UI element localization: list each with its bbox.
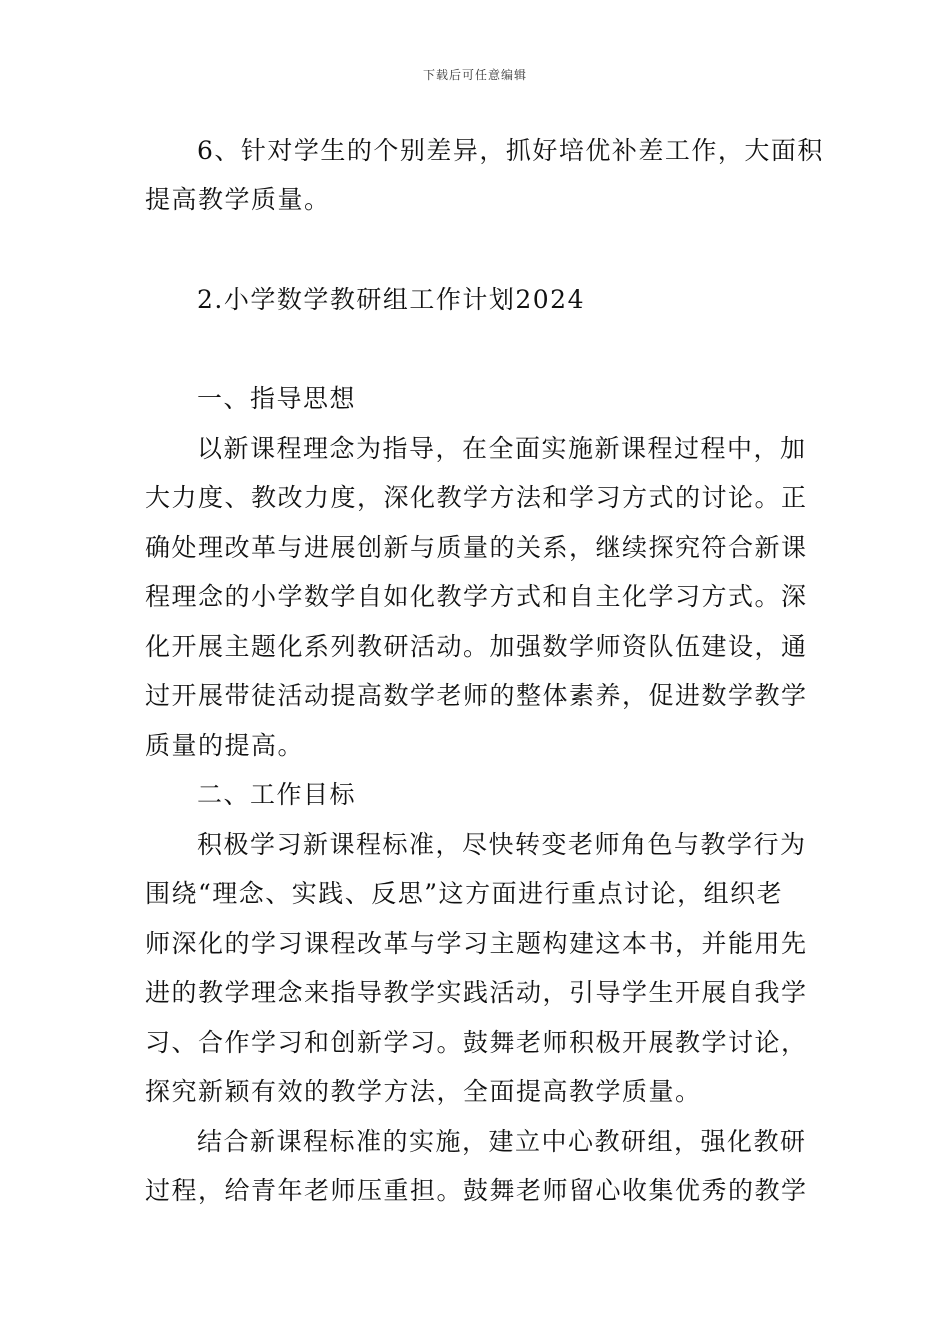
heading-work-goals: 二、工作目标 [197, 780, 357, 809]
section-title: 2.小学数学教研组工作计划2024 [197, 285, 585, 314]
paragraph-line: 围绕“理念、实践、反思”这方面进行重点讨论，组织老 [145, 879, 784, 908]
paragraph-line: 确处理改革与进展创新与质量的关系，继续探究符合新课 [145, 533, 808, 562]
paragraph-line: 过程，给青年老师压重担。鼓舞老师留心收集优秀的教学 [145, 1176, 808, 1205]
paragraph-line: 提高教学质量。 [145, 185, 331, 214]
heading-guiding-thought: 一、指导思想 [197, 384, 357, 413]
document-body [145, 0, 824, 1344]
paragraph-line: 质量的提高。 [145, 731, 305, 760]
paragraph-line: 师深化的学习课程改革与学习主题构建这本书，并能用先 [145, 929, 808, 958]
paragraph-line: 探究新颖有效的教学方法，全面提高教学质量。 [145, 1077, 702, 1106]
paragraph-line: 以新课程理念为指导，在全面实施新课程过程中，加 [197, 434, 807, 463]
paragraph-line: 大力度、教改力度，深化教学方法和学习方式的讨论。正 [145, 483, 808, 512]
paragraph-line: 结合新课程标准的实施，建立中心教研组，强化教研 [197, 1127, 807, 1156]
paragraph-line: 习、合作学习和创新学习。鼓舞老师积极开展教学讨论， [145, 1028, 808, 1057]
paragraph-line: 过开展带徒活动提高数学老师的整体素养，促进数学教学 [145, 681, 808, 710]
paragraph-line: 6、针对学生的个别差异，抓好培优补差工作，大面积 [197, 136, 824, 165]
page-header-note: 下载后可任意编辑 [422, 68, 527, 82]
paragraph-line: 程理念的小学数学自如化教学方式和自主化学习方式。深 [145, 582, 808, 611]
paragraph-line: 进的教学理念来指导教学实践活动，引导学生开展自我学 [145, 978, 808, 1007]
paragraph-line: 积极学习新课程标准，尽快转变老师角色与教学行为 [197, 830, 807, 859]
paragraph-line: 化开展主题化系列教研活动。加强数学师资队伍建设，通 [145, 632, 808, 661]
